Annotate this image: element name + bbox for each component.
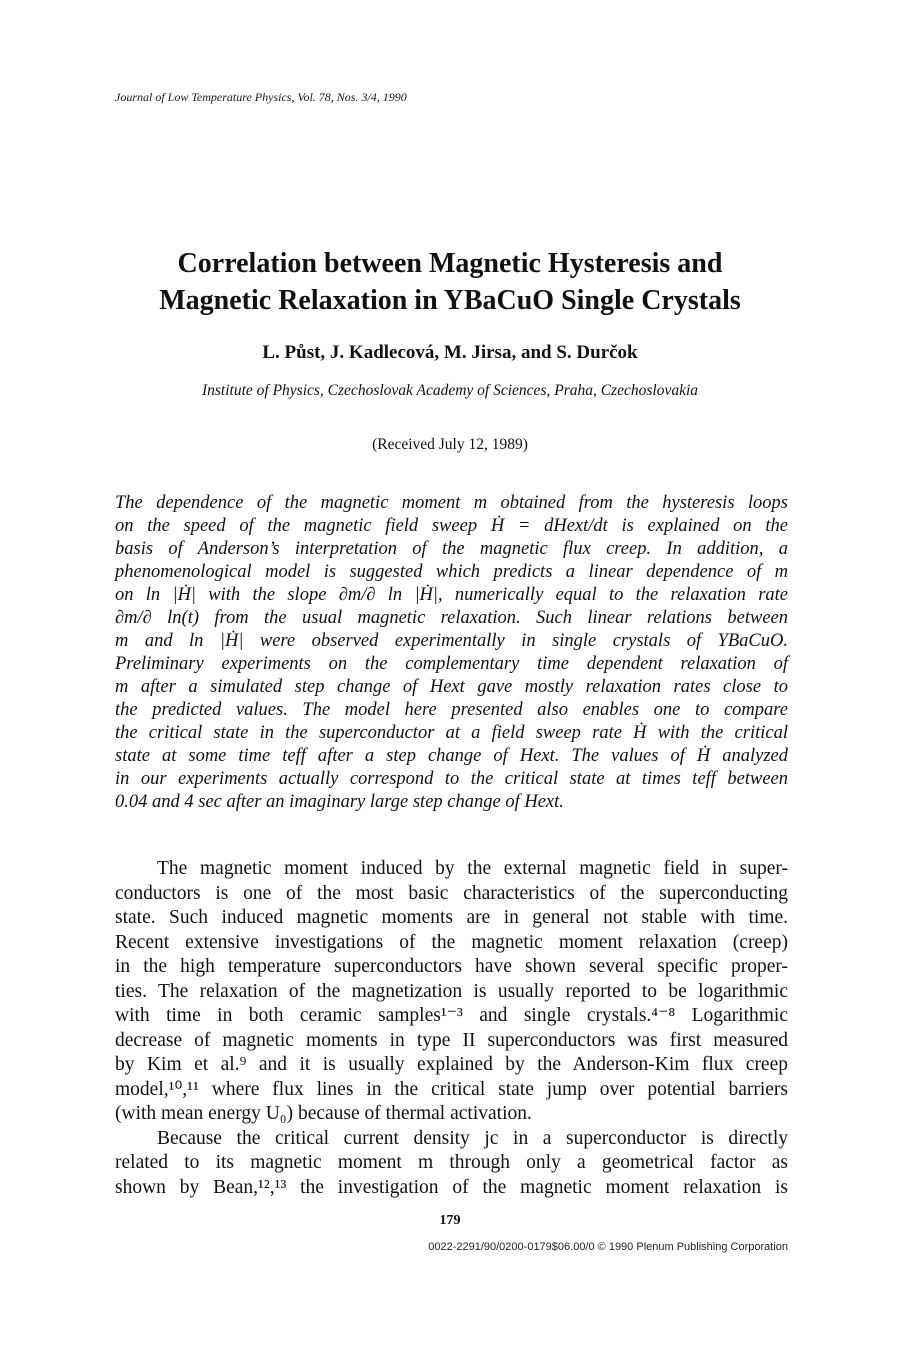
body-line: in the high temperature superconductors have shown several specific proper- xyxy=(115,956,788,977)
abstract-line: phenomenological model is suggested which predicts a linear dependence of m xyxy=(115,562,788,582)
abstract-line: ∂m/∂ ln(t) from the usual magnetic relaxation. Such linear relations between xyxy=(115,608,788,628)
body-line: by Kim et al.⁹ and it is usually explained by the Anderson-Kim flux creep xyxy=(115,1054,788,1075)
abstract-line: state at some time teff after a step change of Hext. The values of Ḣ analyzed xyxy=(115,746,788,766)
body-line: state. Such induced magnetic moments are in general not stable with time. xyxy=(115,907,788,928)
abstract-line: on the speed of the magnetic field sweep Ḣ = dHext/dt is explained on the xyxy=(115,516,788,536)
body-line: ties. The relaxation of the magnetization is usually reported to be logarithmic xyxy=(115,980,788,1002)
abstract-line: in our experiments actually correspond to the critical state at times teff between xyxy=(115,769,788,789)
abstract-line: 0.04 and 4 sec after an imaginary large step change of Hext. xyxy=(115,792,564,812)
abstract-line: m after a simulated step change of Hext gave mostly relaxation rates close to xyxy=(115,677,788,697)
abstract-line: the critical state in the superconductor at a field sweep rate Ḣ with the critical xyxy=(115,723,788,743)
body-line: conductors is one of the most basic characteristics of the superconducting xyxy=(115,882,788,904)
body-line: related to its magnetic moment m through only a geometrical factor as xyxy=(115,1152,788,1173)
copyright-footer: 0022-2291/90/0200-0179$06.00/0 © 1990 Plenum Publishing Corporation xyxy=(428,1241,788,1253)
body-line: (with mean energy U₀) because of thermal activation. xyxy=(115,1103,532,1124)
body-line: shown by Bean,¹²,¹³ the investigation of the magnetic moment relaxation is xyxy=(115,1176,788,1198)
abstract-line: basis of Anderson’s interpretation of the magnetic flux creep. In addition, a xyxy=(115,539,788,559)
received-date: (Received July 12, 1989) xyxy=(372,436,528,453)
body-line: The magnetic moment induced by the external magnetic field in super- xyxy=(157,858,788,879)
body-line: decrease of magnetic moments in type II superconductors was first measured xyxy=(115,1029,788,1051)
body-line: with time in both ceramic samples¹⁻³ and single crystals.⁴⁻⁸ Logarithmic xyxy=(115,1005,788,1026)
abstract-line: m and ln |Ḣ| were observed experimentally in single crystals of YBaCuO. xyxy=(115,631,788,651)
body-line: Recent extensive investigations of the magnetic moment relaxation (creep) xyxy=(115,931,788,953)
affiliation: Institute of Physics, Czechoslovak Academy of Sciences, Praha, Czechoslovakia xyxy=(201,382,699,399)
title-line-2: Magnetic Relaxation in YBaCuO Single Crystals xyxy=(159,285,741,316)
body-line: model,¹⁰,¹¹ where flux lines in the critical state jump over potential barriers xyxy=(115,1078,788,1100)
body-text xyxy=(115,857,788,1200)
journal-citation: Journal of Low Temperature Physics, Vol. 78, Nos. 3/4, 1990 xyxy=(115,90,407,104)
abstract-line: the predicted values. The model here presented also enables one to compare xyxy=(115,700,788,720)
abstract-line: on ln |Ḣ| with the slope ∂m/∂ ln |Ḣ|, numerically equal to the relaxation rate xyxy=(115,585,788,605)
authors: L. Půst, J. Kadlecová, M. Jirsa, and S. Durčok xyxy=(262,342,638,363)
body-line: Because the critical current density jc in a superconductor is directly xyxy=(157,1127,788,1149)
abstract xyxy=(115,492,788,814)
abstract-line: The dependence of the magnetic moment m obtained from the hysteresis loops xyxy=(115,493,788,513)
title-line-1: Correlation between Magnetic Hysteresis and xyxy=(177,248,723,279)
page-number: 179 xyxy=(439,1213,461,1228)
paper-title xyxy=(100,245,800,319)
abstract-line: Preliminary experiments on the complementary time dependent relaxation of xyxy=(115,654,788,674)
